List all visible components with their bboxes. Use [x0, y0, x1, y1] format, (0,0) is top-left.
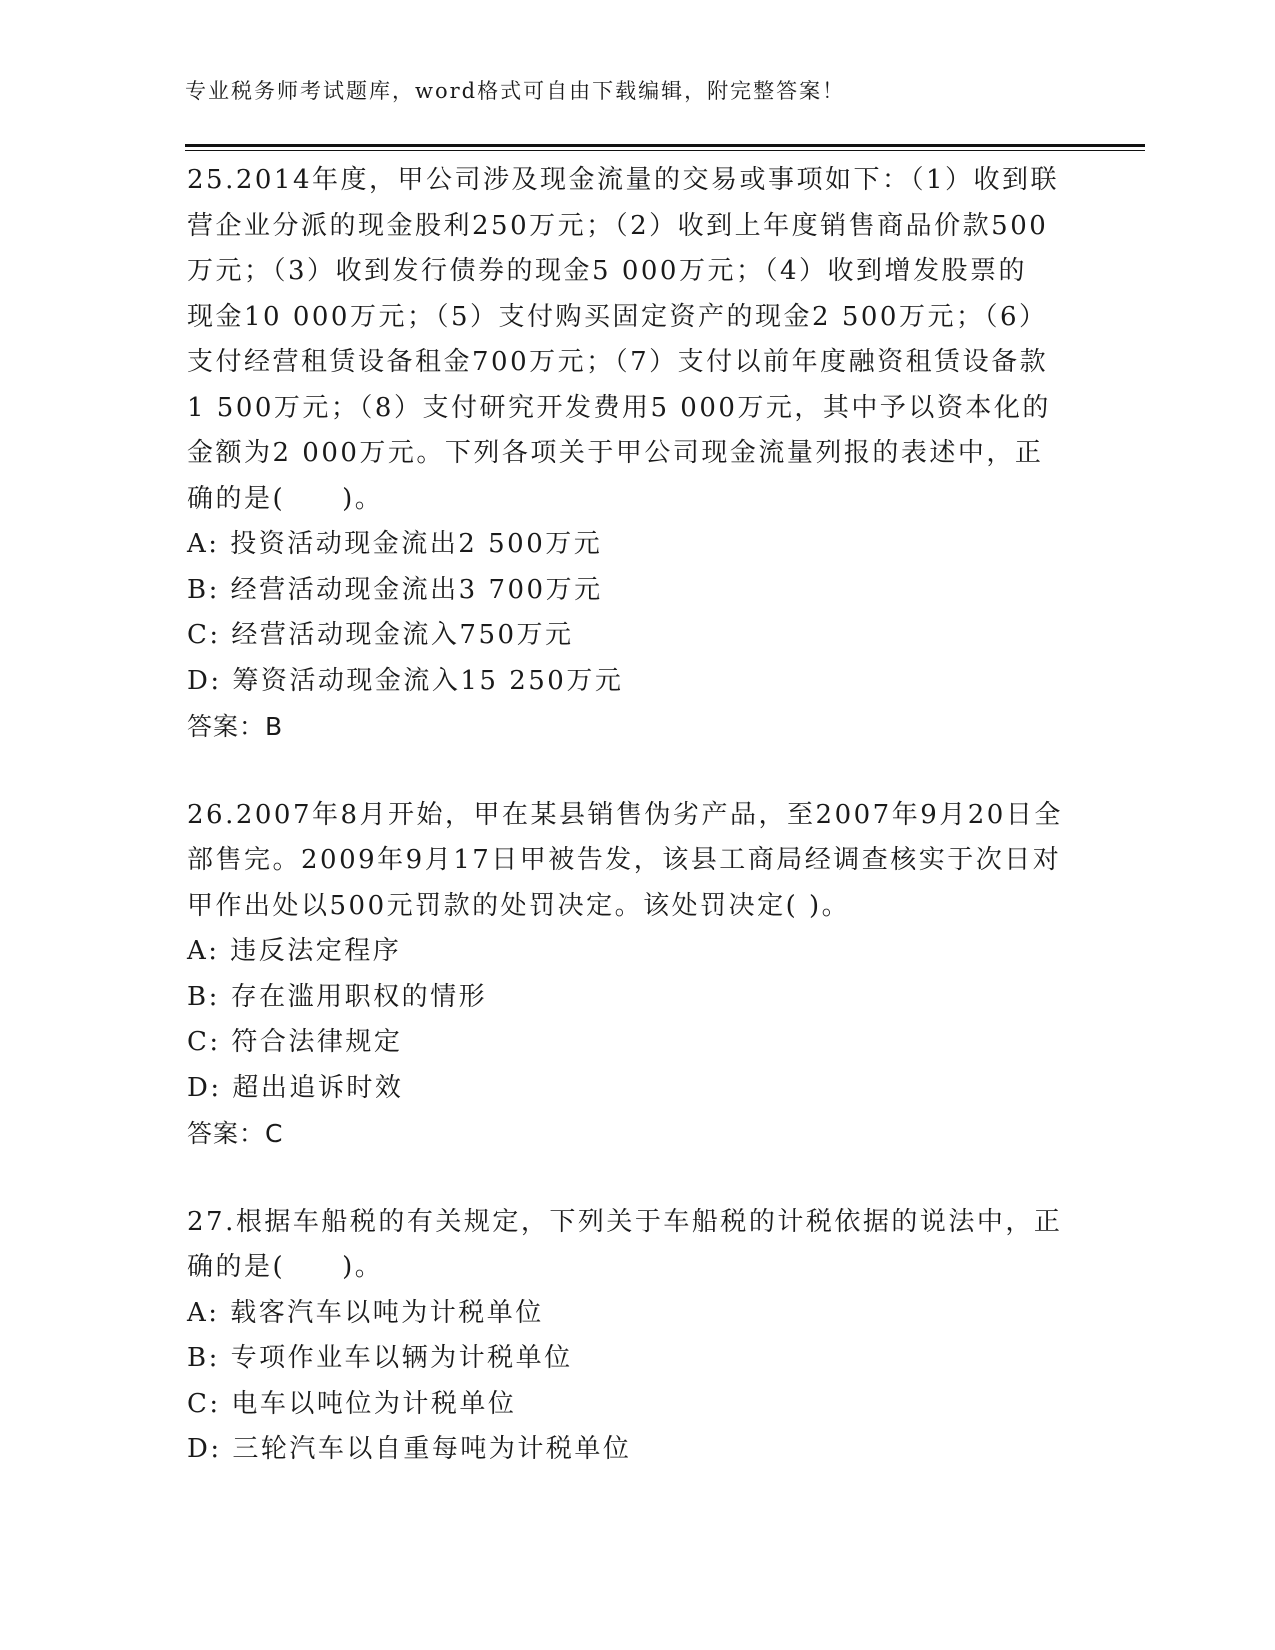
- option-c: C: 符合法律规定: [187, 1027, 403, 1057]
- header-rule-thin: [185, 150, 1145, 151]
- stem-line: 部售完。2009年9月17日甲被告发，该县工商局经调查核实于次日对: [187, 845, 1062, 875]
- stem-line: 甲作出处以500元罚款的处罚决定。该处罚决定( )。: [187, 890, 851, 921]
- stem-line: 现金10 000万元；（5）支付购买固定资产的现金2 500万元；（6）: [187, 301, 1048, 332]
- option-c: C: 经营活动现金流入750万元: [187, 620, 574, 650]
- stem-line: 26.2007年8月开始，甲在某县销售伪劣产品，至2007年9月20日全: [187, 799, 1063, 830]
- stem-line: 万元；（3）收到发行债券的现金5 000万元；（4）收到增发股票的: [187, 256, 1028, 286]
- option-d: D: 三轮汽车以自重每吨为计税单位: [187, 1434, 632, 1464]
- stem-line: 营企业分派的现金股利250万元；（2）收到上年度销售商品价款500: [187, 210, 1049, 241]
- answer-line: 答案：C: [187, 1119, 284, 1148]
- option-c: C: 电车以吨位为计税单位: [187, 1388, 517, 1419]
- option-b: B: 专项作业车以辆为计税单位: [187, 1343, 573, 1373]
- stem-line: 1 500万元；（8）支付研究开发费用5 000万元，其中予以资本化的: [187, 392, 1051, 423]
- option-d: D: 筹资活动现金流入15 250万元: [187, 665, 624, 696]
- question-stem: [187, 158, 1067, 522]
- option-b: B: 经营活动现金流出3 700万元: [187, 574, 603, 605]
- option-d: D: 超出追诉时效: [187, 1072, 404, 1103]
- stem-line: 确的是( )。: [187, 1252, 384, 1282]
- option-b: B: 存在滥用职权的情形: [187, 981, 488, 1012]
- question-stem: [187, 793, 1067, 930]
- question-27: [187, 1200, 1067, 1473]
- option-a: A: 投资活动现金流出2 500万元: [187, 529, 603, 559]
- answer-line: 答案：B: [187, 712, 284, 741]
- stem-line: 支付经营租赁设备租金700万元；（7）支付以前年度融资租赁设备款: [187, 347, 1049, 377]
- stem-line: 27.根据车船税的有关规定，下列关于车船税的计税依据的说法中，正: [187, 1206, 1063, 1237]
- header-rule-thick: [185, 144, 1145, 147]
- stem-line: 金额为2 000万元。下列各项关于甲公司现金流量列报的表述中，正: [187, 438, 1044, 468]
- option-a: A: 载客汽车以吨为计税单位: [187, 1297, 544, 1328]
- question-stem: [187, 1200, 1067, 1291]
- question-25: [187, 158, 1067, 750]
- question-list: [187, 158, 1067, 1516]
- question-26: [187, 793, 1067, 1157]
- stem-line: 确的是( )。: [187, 483, 384, 514]
- stem-line: 25.2014年度，甲公司涉及现金流量的交易或事项如下：（1）收到联: [187, 165, 1060, 195]
- page-header: 专业税务师考试题库，word格式可自由下载编辑，附完整答案！: [185, 79, 846, 103]
- option-a: A: 违反法定程序: [187, 936, 402, 966]
